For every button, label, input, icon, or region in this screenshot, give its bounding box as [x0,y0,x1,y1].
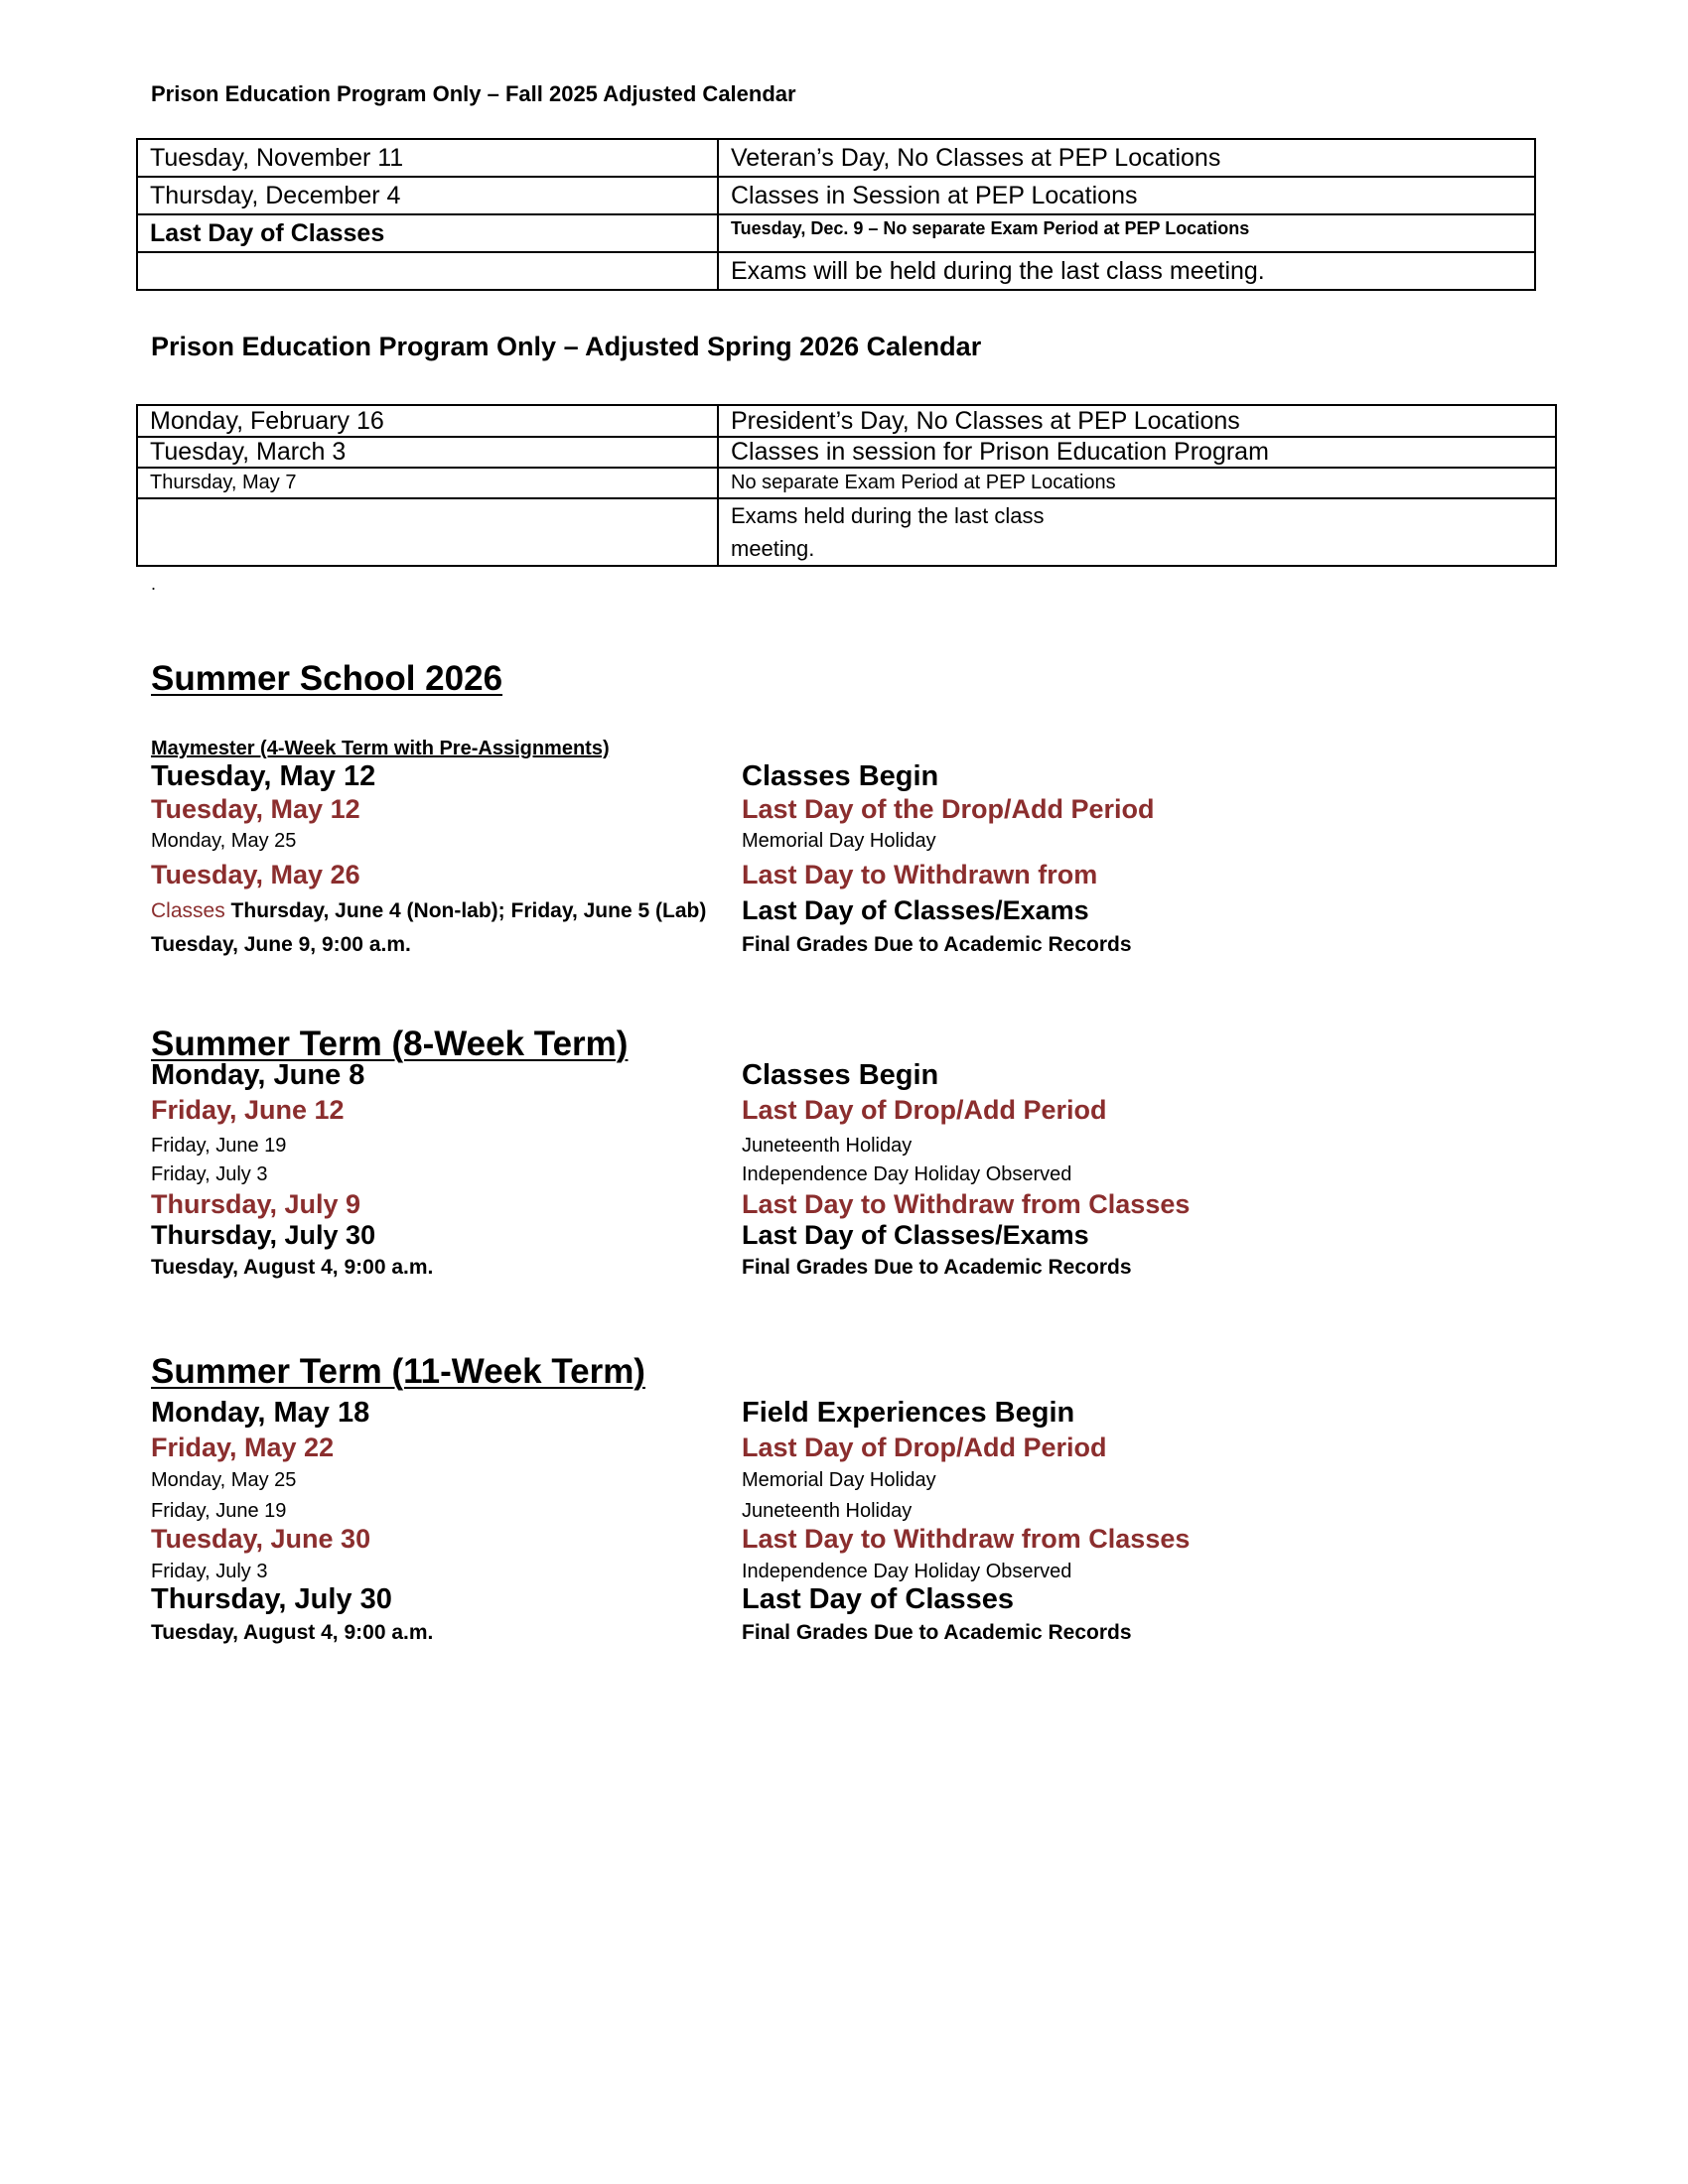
summer-title: Summer School 2026 [151,659,503,698]
event-text: Final Grades Due to Academic Records [742,1256,1132,1279]
table-row [137,437,1556,468]
fall-title: Prison Education Program Only – Fall 2025 Adjusted Calendar [151,81,796,106]
date-text: Tuesday, May 26 [151,860,360,889]
date-cell: Thursday, December 4 [137,177,718,214]
event-cell: Veteran’s Day, No Classes at PEP Locations [718,139,1535,177]
event-cell: Tuesday, Dec. 9 – No separate Exam Period at PEP Locations [718,214,1535,252]
event-text: Last Day of Drop/Add Period [742,1433,1107,1462]
date-text: Tuesday, June 30 [151,1524,371,1554]
event-text: Final Grades Due to Academic Records [742,1621,1132,1644]
event-cell: Exams will be held during the last class meeting. [718,252,1535,290]
stray-dot: . [151,574,157,594]
maymester-subtitle: Maymester (4-Week Term with Pre-Assignments) [151,738,610,759]
table-row [137,177,1535,214]
event-text: Last Day of Classes/Exams [742,1220,1089,1250]
date-cell: Monday, February 16 [137,405,718,437]
date-text: Friday, June 19 [151,1135,287,1157]
date-cell: Thursday, May 7 [137,468,718,498]
date-text: Friday, July 3 [151,1163,268,1185]
date-text: Friday, July 3 [151,1561,268,1582]
date-text: Friday, May 22 [151,1433,335,1462]
date-text: Tuesday, August 4, 9:00 a.m. [151,1256,434,1279]
term11-title: Summer Term (11-Week Term) [151,1352,645,1391]
date-text: Tuesday, June 9, 9:00 a.m. [151,933,411,956]
date-cell: Last Day of Classes [137,214,718,252]
table-row [137,139,1535,177]
table-row [137,405,1556,437]
date-text [151,899,706,923]
event-text: Juneteenth Holiday [742,1500,913,1522]
date-text: Friday, June 19 [151,1500,287,1522]
event-text: Classes Begin [742,760,939,792]
date-prefix: Classes [151,899,225,922]
event-text: Independence Day Holiday Observed [742,1561,1072,1582]
date-text: Thursday, July 30 [151,1220,376,1250]
table-row [137,498,1556,566]
date-text: Tuesday, May 12 [151,760,376,792]
event-line: Exams held during the last class [731,503,1045,528]
event-cell: Classes in Session at PEP Locations [718,177,1535,214]
event-line: meeting. [731,536,815,561]
date-text: Tuesday, August 4, 9:00 a.m. [151,1621,434,1644]
event-text: Last Day of Classes/Exams [742,895,1089,925]
table-row [137,468,1556,498]
date-text: Monday, May 25 [151,830,297,852]
event-cell [718,498,1556,566]
event-text: Final Grades Due to Academic Records [742,933,1132,956]
table-row [137,214,1535,252]
date-text: Thursday, July 30 [151,1583,392,1615]
spring-calendar-table [136,404,1557,567]
date-text: Monday, June 8 [151,1059,365,1091]
date-text: Monday, May 25 [151,1469,297,1491]
date-text: Thursday, July 9 [151,1189,361,1219]
event-text: Juneteenth Holiday [742,1135,913,1157]
date-cell: Tuesday, March 3 [137,437,718,468]
event-text: Classes Begin [742,1059,939,1091]
event-text: Last Day of Drop/Add Period [742,1095,1107,1125]
date-cell [137,498,718,566]
event-text: Memorial Day Holiday [742,830,936,852]
event-text: Last Day of the Drop/Add Period [742,794,1155,824]
date-text: Tuesday, May 12 [151,794,360,824]
event-text: Independence Day Holiday Observed [742,1163,1072,1185]
event-text: Field Experiences Begin [742,1397,1075,1429]
event-text: Last Day to Withdraw from Classes [742,1524,1191,1554]
table-row [137,252,1535,290]
date-text: Friday, June 12 [151,1095,345,1125]
event-text: Last Day of Classes [742,1583,1015,1615]
date-cell: Tuesday, November 11 [137,139,718,177]
spring-title: Prison Education Program Only – Adjusted Spring 2026 Calendar [151,332,982,361]
fall-calendar-table [136,138,1536,291]
event-cell: President’s Day, No Classes at PEP Locations [718,405,1556,437]
term8-title: Summer Term (8-Week Term) [151,1024,629,1063]
date-text: Monday, May 18 [151,1397,370,1429]
event-text: Memorial Day Holiday [742,1469,936,1491]
date-value: Thursday, June 4 (Non-lab); Friday, June 5 (Lab) [224,899,707,922]
date-cell [137,252,718,290]
event-text: Last Day to Withdrawn from [742,860,1098,889]
event-cell: Classes in session for Prison Education Program [718,437,1556,468]
event-cell: No separate Exam Period at PEP Locations [718,468,1556,498]
event-text: Last Day to Withdraw from Classes [742,1189,1191,1219]
